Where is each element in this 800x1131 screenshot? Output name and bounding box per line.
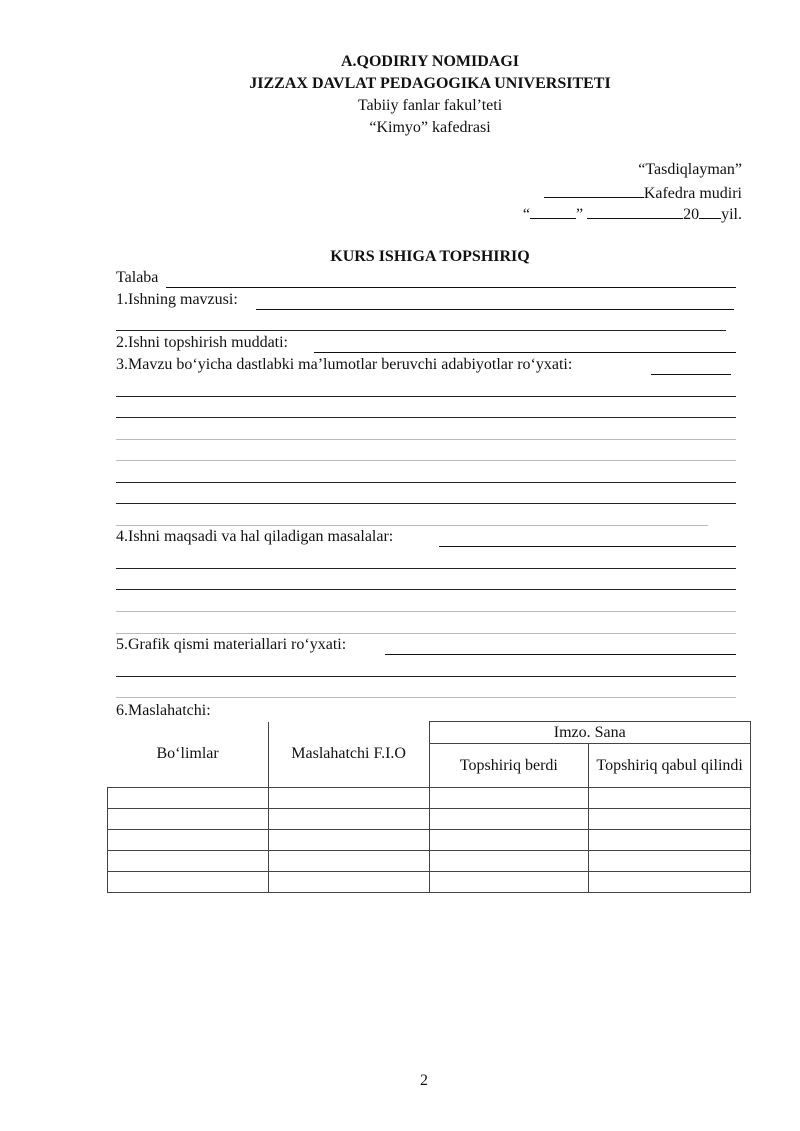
graphics-line-2 <box>116 676 736 677</box>
references-line-4 <box>116 439 736 440</box>
approval-signature <box>544 183 742 203</box>
references-line-8 <box>116 525 708 526</box>
approval-title: “Tasdiqlayman” <box>638 161 742 178</box>
year-prefix: 20 <box>683 206 700 223</box>
goals-line-4 <box>116 611 736 612</box>
goals-label: 4.Ishni maqsadi va hal qiladigan masalalar: <box>116 528 394 545</box>
references-line-5 <box>116 460 736 461</box>
document-title: KURS ISHIGA TOPSHIRIQ <box>330 248 530 265</box>
table-cell[interactable] <box>268 809 429 830</box>
table-cell[interactable] <box>589 788 751 809</box>
date-open-quote: “ <box>522 206 530 223</box>
signature-blank <box>544 183 644 198</box>
references-line-7 <box>116 503 736 504</box>
goals-line-5 <box>116 633 736 634</box>
table-cell[interactable] <box>108 788 269 809</box>
faculty-name: Tabiiy fanlar fakul’teti <box>357 97 503 114</box>
references-line <box>651 374 731 375</box>
advisor-label: 6.Maslahatchi: <box>116 702 211 719</box>
approval-role: Kafedra mudiri <box>643 185 742 202</box>
table-cell[interactable] <box>108 872 269 893</box>
table-cell[interactable] <box>108 851 269 872</box>
table-cell[interactable] <box>429 809 589 830</box>
header-task-accepted: Topshiriq qabul qilindi <box>589 744 751 788</box>
student-line <box>166 287 736 288</box>
table-cell[interactable] <box>108 830 269 851</box>
header-sections: Bo‘limlar <box>108 722 269 788</box>
approval-date <box>523 204 742 224</box>
goals-line-2 <box>116 568 736 569</box>
graphics-label: 5.Grafik qismi materiallari ro‘yxati: <box>116 636 347 653</box>
table-row <box>108 788 751 809</box>
table-cell[interactable] <box>108 809 269 830</box>
day-blank <box>530 204 576 219</box>
page-number: 2 <box>420 1072 428 1089</box>
table-cell[interactable] <box>589 809 751 830</box>
university-line-2: JIZZAX DAVLAT PEDAGOGIKA UNIVERSITETI <box>249 75 611 92</box>
table-cell[interactable] <box>429 788 589 809</box>
header-sign-date: Imzo. Sana <box>429 722 750 744</box>
table-cell[interactable] <box>268 851 429 872</box>
topic-line-2 <box>116 330 726 331</box>
department-name: “Kimyo” kafedrasi <box>369 119 491 136</box>
topic-line <box>256 309 734 310</box>
goals-line-3 <box>116 589 736 590</box>
deadline-label: 2.Ishni topshirish muddati: <box>116 334 288 351</box>
year-blank <box>699 204 721 219</box>
university-line-1: A.QODIRIY NOMIDAGI <box>340 53 520 70</box>
references-line-3 <box>116 417 736 418</box>
header-task-given: Topshiriq berdi <box>429 744 589 788</box>
table-cell[interactable] <box>429 872 589 893</box>
table-cell[interactable] <box>429 851 589 872</box>
table-cell[interactable] <box>589 851 751 872</box>
deadline-line <box>314 352 736 353</box>
references-line-6 <box>116 482 736 483</box>
student-label: Talaba <box>116 269 159 286</box>
references-line-2 <box>116 396 736 397</box>
year-suffix: yil. <box>721 206 742 223</box>
table-row <box>108 872 751 893</box>
advisor-table <box>107 721 751 893</box>
date-close-quote: ” <box>576 206 584 223</box>
header-advisor-name: Maslahatchi F.I.O <box>268 722 429 788</box>
table-cell[interactable] <box>268 872 429 893</box>
table-cell[interactable] <box>589 830 751 851</box>
goals-line <box>439 546 736 547</box>
graphics-line-3 <box>116 697 736 698</box>
table-cell[interactable] <box>268 830 429 851</box>
table-row <box>108 851 751 872</box>
table-cell[interactable] <box>429 830 589 851</box>
graphics-line <box>385 654 736 655</box>
table-row <box>108 830 751 851</box>
table-cell[interactable] <box>268 788 429 809</box>
table-cell[interactable] <box>589 872 751 893</box>
references-label: 3.Mavzu bo‘yicha dastlabki ma’lumotlar beruvchi adabiyotlar ro‘yxati: <box>116 356 573 373</box>
table-row <box>108 809 751 830</box>
topic-label: 1.Ishning mavzusi: <box>116 291 238 308</box>
month-blank <box>587 204 683 219</box>
